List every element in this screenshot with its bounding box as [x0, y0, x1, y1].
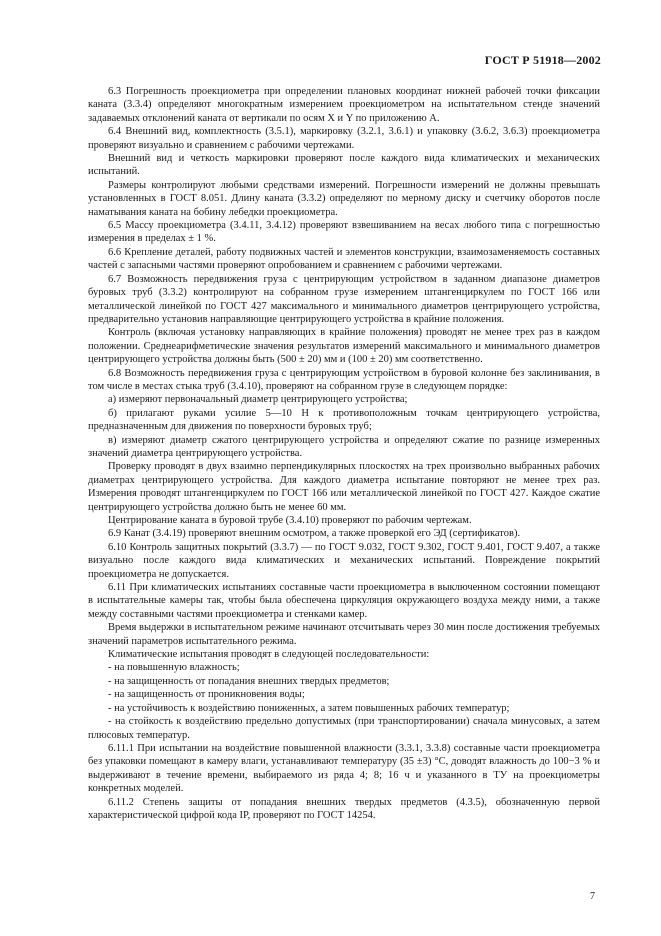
- standard-designation: ГОСТ Р 51918—2002: [484, 53, 601, 67]
- para-6-8: 6.8 Возможность передвижения груза с центрирующим устройством в буровой колонне без заклинивания, в том числе в местах стыка труб (3.4.10), проверяют на собранном грузе в следующем порядке:: [88, 367, 600, 392]
- para-6-9: 6.9 Канат (3.4.19) проверяют внешним осмотром, а также проверкой его ЭД (сертификатов).: [108, 528, 521, 540]
- para-6-11-1: 6.11.1 При испытании на воздействие повышенной влажности (3.3.1, 3.3.8) составные части проекциометра без упаковки помещают в камеру влаги, устанавливают температуру (35 ±3) °С, доводят влажность до 100−3 % и выдерживают в течение времени, выбираемого из ряда 4; 8; 16 ч и указанного в ТУ на проекциометры конкретных моделей.: [88, 742, 600, 795]
- climatic-list-item: - на защищенность от проникновения воды;: [108, 689, 305, 701]
- climatic-list-item: - на повышенную влажность;: [108, 662, 240, 674]
- climatic-list-item: - на защищенность от попадания внешних твердых предметов;: [108, 675, 390, 687]
- para-6-11-sequence-intro: Климатические испытания проводят в следующей последовательности:: [108, 649, 430, 661]
- climatic-list-item: - на стойкость к воздействию предельно допустимых (при транспортировании) сначала минусовых, а затем плюсовых температур.: [88, 716, 600, 741]
- para-6-4-dimensions: Размеры контролируют любыми средствами измерений. Погрешности измерений не должны превышать установленных в ГОСТ 8.051. Длину каната (3.3.2) определяют по мерному диску и счетчику оборотов после наматывания каната на бобину лебедки проекциометра.: [88, 179, 600, 218]
- para-6-3: 6.3 Погрешность проекциометра при определении плановых координат нижней рабочей точки фиксации каната (3.3.4) определяют многократным измерением проекциометром на испытательном стенде значений задаваемых отклонений каната от вертикали по осям X и Y по приложению А.: [88, 86, 600, 124]
- document-body: [88, 85, 600, 822]
- para-6-5: 6.5 Массу проекциометра (3.4.11, 3.4.12) проверяют взвешиванием на весах любого типа с погрешностью измерения в пределах ± 1 %.: [88, 220, 600, 245]
- para-6-7-control: Контроль (включая установку направляющих в крайние положения) проводят не менее трех раз в каждом положении. Среднеарифметические значения результатов измерений максимального и минимального диаметров центрирующего устройства должны быть (500 ± 20) мм и (100 ± 20) мм соответственно.: [88, 327, 600, 366]
- para-6-4: 6.4 Внешний вид, комплектность (3.5.1), маркировку (3.2.1, 3.6.1) и упаковку (3.6.2, 3.6.3) проекциометра проверяют визуально и сравнением с рабочими чертежами.: [88, 126, 600, 151]
- para-6-11: 6.11 При климатических испытаниях составные части проекциометра в выключенном состоянии помещают в испытательные камеры так, чтобы была обеспечена циркуляция окружающего воздуха между ними, а также между составными частями проекциометра и стенками камер.: [88, 582, 600, 620]
- para-6-10: 6.10 Контроль защитных покрытий (3.3.7) — по ГОСТ 9.032, ГОСТ 9.302, ГОСТ 9.401, ГОСТ 9.407, а также визуально после каждого вида климатических и механических испытаний. Повреждение покрытий проекциометра не допускается.: [88, 541, 600, 580]
- para-6-8-centering: Центрирование каната в буровой трубе (3.4.10) проверяют по рабочим чертежам.: [108, 515, 472, 526]
- page-number: 7: [590, 891, 595, 902]
- para-6-6: 6.6 Крепление деталей, работу подвижных частей и элементов конструкции, взаимозаменяемость составных частей с запасными частями проверяют опробованием и сравнением с рабочими чертежами.: [88, 246, 600, 272]
- para-6-7: 6.7 Возможность передвижения груза с центрирующим устройством в заданном диапазоне диаметров буровых труб (3.3.2) контролируют на собранном грузе измерением штангенциркулем по ГОСТ 166 или металлической линейкой по ГОСТ 427 максимального и минимального диаметров центрирующего устройства, предварительно установив направляющие центрирующего устройства в крайние положения.: [88, 273, 600, 325]
- para-6-8-item-b: б) прилагают руками усилие 5—10 Н к противоположным точкам центрирующего устройства, предназначенным для движения по поверхности буровых труб;: [88, 407, 600, 433]
- para-6-8-item-c: в) измеряют диаметр сжатого центрирующего устройства и определяют сжатие по разнице измеренных значений диаметра центрирующего устройства.: [88, 434, 600, 459]
- para-6-11-2: 6.11.2 Степень защиты от попадания внешних твердых предметов (4.3.5), обозначенную первой характеристической цифрой кода IP, проверяют по ГОСТ 14254.: [88, 796, 600, 821]
- climatic-list-item: - на устойчивость к воздействию пониженных, а затем повышенных рабочих температур;: [108, 702, 510, 714]
- para-6-11-hold-time: Время выдержки в испытательном режиме начинают отсчитывать через 30 мин после достижения требуемых значений параметров испытательного режима.: [88, 622, 600, 647]
- para-6-8-item-a: а) измеряют первоначальный диаметр центрирующего устройства;: [108, 394, 408, 406]
- para-6-8-check: Проверку проводят в двух взаимно перпендикулярных плоскостях на трех произвольно выбранных рабочих диаметрах центрирующего устройства. Для каждого диаметра испытание повторяют не менее трех раз. Измерения проводят штангенциркулем по ГОСТ 166 или металлической линейкой по ГОСТ 427. Каждое сжатие центрирующего устройства должно быть не менее 60 мм.: [88, 461, 600, 513]
- para-6-4-appearance: Внешний вид и четкость маркировки проверяют после каждого вида климатических и механических испытаний.: [88, 153, 600, 178]
